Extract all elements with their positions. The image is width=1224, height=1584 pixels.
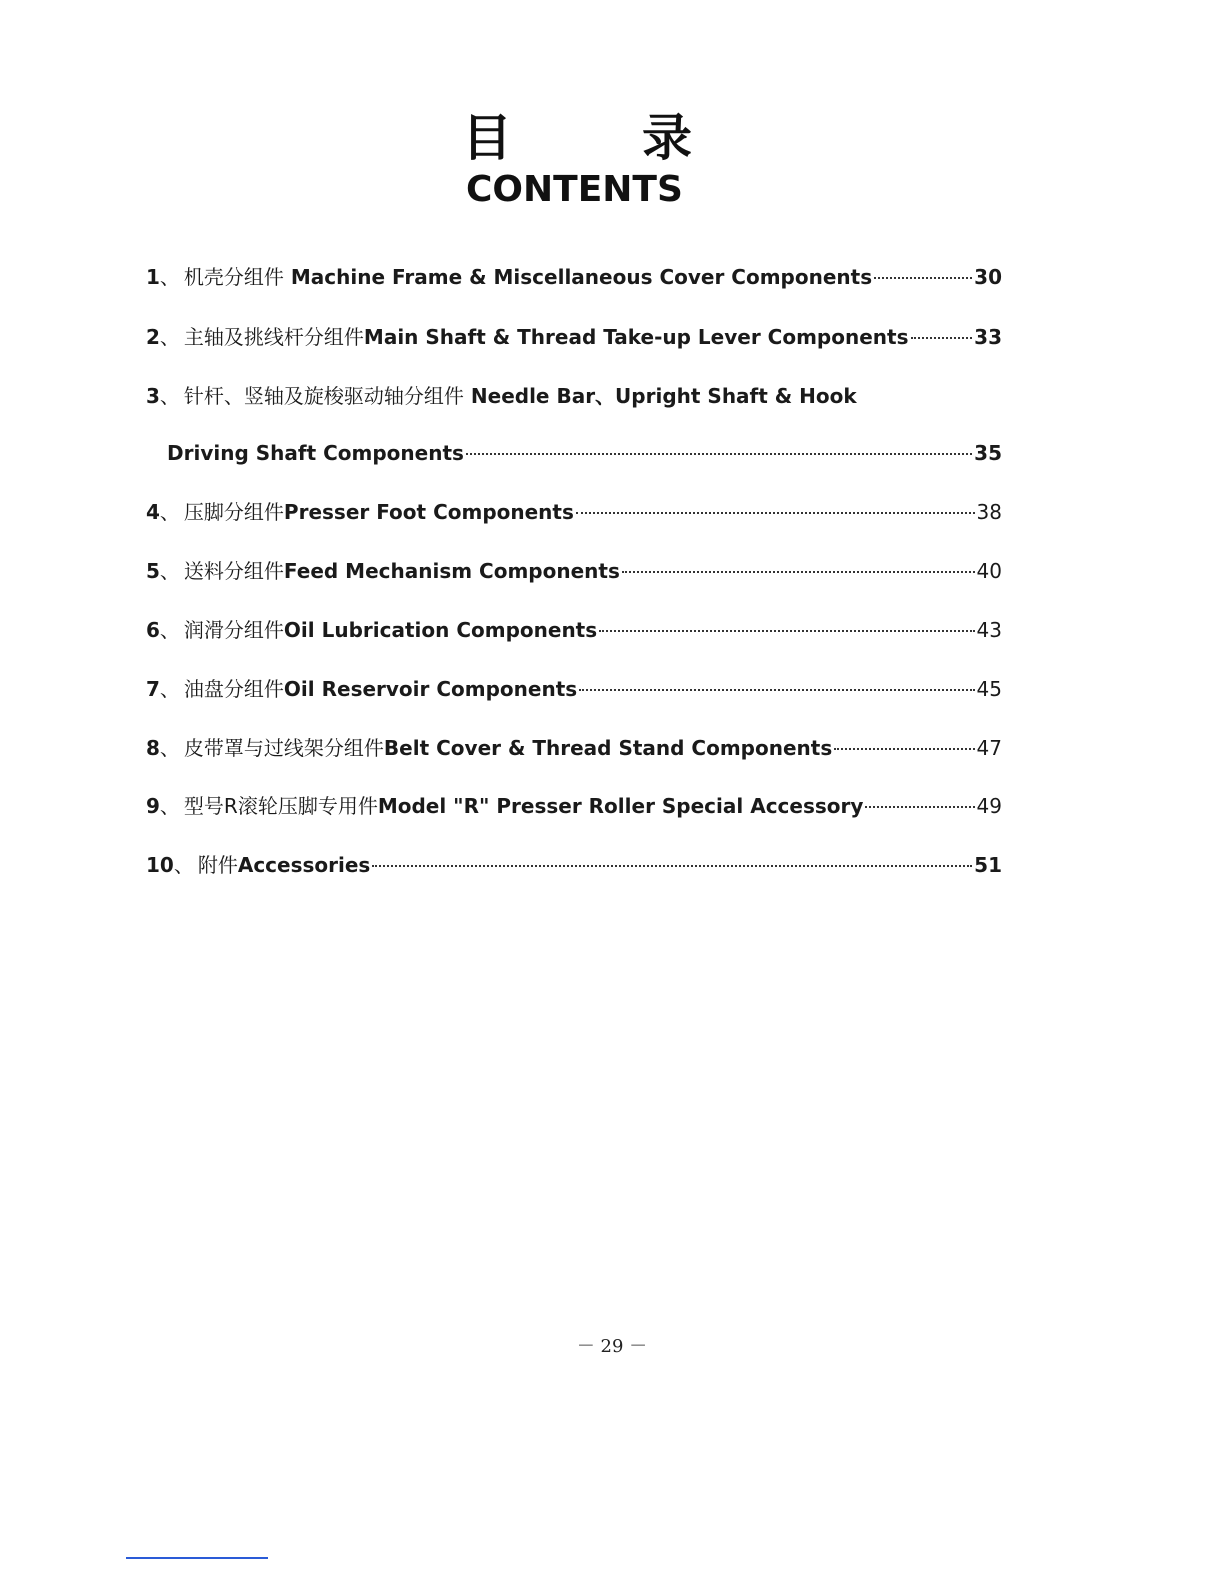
entry-page-number: 35 xyxy=(974,441,1002,465)
toc-entry-5 xyxy=(146,558,1002,584)
dot-leader xyxy=(372,865,972,867)
toc-entry-3 xyxy=(146,383,1002,409)
entry-title-cn: 润滑分组件 xyxy=(183,618,284,642)
toc-entry-3-continuation xyxy=(167,440,1002,466)
entry-title-cn: 附件 xyxy=(197,853,238,877)
entry-title xyxy=(184,383,857,409)
entry-title-en: Presser Foot Components xyxy=(283,500,574,524)
entry-title xyxy=(184,617,597,643)
entry-title xyxy=(184,676,577,702)
entry-title xyxy=(184,558,620,584)
entry-number: 4 xyxy=(146,500,160,524)
entry-title-cn: 主轴及挑线杆分组件 xyxy=(183,325,364,349)
entry-separator: 、 xyxy=(159,500,180,524)
dot-leader xyxy=(865,806,974,808)
entry-title-cn: 针杆、竖轴及旋梭驱动轴分组件 xyxy=(183,384,464,408)
dot-leader xyxy=(622,571,975,573)
entry-separator: 、 xyxy=(159,618,180,642)
entry-number: 3 xyxy=(146,384,160,408)
entry-page-number: 33 xyxy=(974,325,1002,349)
entry-page-number: 51 xyxy=(974,853,1002,877)
entry-number: 8 xyxy=(146,736,160,760)
toc-entry-4 xyxy=(146,499,1002,525)
entry-title-en: Accessories xyxy=(237,853,371,877)
entry-title xyxy=(184,264,872,290)
dot-leader xyxy=(911,337,973,339)
entry-title xyxy=(184,499,574,525)
toc-entry-10 xyxy=(146,852,1002,878)
entry-title xyxy=(198,852,371,878)
entry-separator: 、 xyxy=(159,265,180,289)
entry-separator: 、 xyxy=(159,736,180,760)
toc-entry-1 xyxy=(146,264,1002,290)
entry-number: 2 xyxy=(146,325,160,349)
toc-entry-8 xyxy=(146,735,1002,761)
entry-page-number: 45 xyxy=(976,677,1002,701)
entry-title xyxy=(184,735,832,761)
entry-title xyxy=(184,324,909,350)
dot-leader xyxy=(874,277,972,279)
entry-separator: 、 xyxy=(159,794,180,818)
toc-entry-7 xyxy=(146,676,1002,702)
entry-page-number: 47 xyxy=(976,736,1002,760)
entry-number: 10 xyxy=(146,853,174,877)
entry-separator: 、 xyxy=(173,853,194,877)
entry-title-cn: 送料分组件 xyxy=(183,559,284,583)
entry-page-number: 40 xyxy=(976,559,1002,583)
entry-number: 7 xyxy=(146,677,160,701)
dot-leader xyxy=(579,689,974,691)
entry-title-en: Model "R" Presser Roller Special Accessory xyxy=(377,794,864,818)
page-number-footer: － 29 － xyxy=(576,1336,648,1357)
entry-title-en: Belt Cover & Thread Stand Components xyxy=(383,736,833,760)
entry-page-number: 43 xyxy=(976,618,1002,642)
entry-title-en: Feed Mechanism Components xyxy=(283,559,620,583)
entry-title-en: Oil Reservoir Components xyxy=(283,677,578,701)
page-title-english: CONTENTS xyxy=(466,169,683,210)
entry-separator: 、 xyxy=(159,325,180,349)
dot-leader xyxy=(834,748,974,750)
entry-title-en: Needle Bar、Upright Shaft & Hook xyxy=(463,384,857,408)
entry-title-en: Main Shaft & Thread Take-up Lever Components xyxy=(363,325,909,349)
entry-title-en: Oil Lubrication Components xyxy=(283,618,598,642)
bottom-rule-line xyxy=(126,1557,268,1559)
entry-separator: 、 xyxy=(159,677,180,701)
entry-page-number: 49 xyxy=(976,794,1002,818)
dot-leader xyxy=(466,453,972,455)
entry-number: 9 xyxy=(146,794,160,818)
entry-number: 6 xyxy=(146,618,160,642)
entry-title-continuation: Driving Shaft Components xyxy=(167,441,464,465)
entry-separator: 、 xyxy=(159,559,180,583)
entry-number: 1 xyxy=(146,265,160,289)
entry-title-cn: 油盘分组件 xyxy=(183,677,284,701)
title-char-1: 目 xyxy=(462,109,512,167)
dot-leader xyxy=(599,630,974,632)
entry-title-cn: 皮带罩与过线架分组件 xyxy=(183,736,384,760)
page-title-chinese xyxy=(462,108,692,168)
entry-title-cn: 压脚分组件 xyxy=(183,500,284,524)
entry-title xyxy=(184,793,864,819)
entry-page-number: 30 xyxy=(974,265,1002,289)
entry-title-en: Machine Frame & Miscellaneous Cover Components xyxy=(283,265,873,289)
title-char-2: 录 xyxy=(642,109,692,167)
entry-separator: 、 xyxy=(159,384,180,408)
toc-entry-2 xyxy=(146,324,1002,350)
toc-entry-6 xyxy=(146,617,1002,643)
entry-number: 5 xyxy=(146,559,160,583)
entry-title-cn: 型号R滚轮压脚专用件 xyxy=(183,794,378,818)
entry-page-number: 38 xyxy=(976,500,1002,524)
dot-leader xyxy=(576,512,975,514)
toc-entry-9 xyxy=(146,793,1002,819)
entry-title-cn: 机壳分组件 xyxy=(183,265,284,289)
